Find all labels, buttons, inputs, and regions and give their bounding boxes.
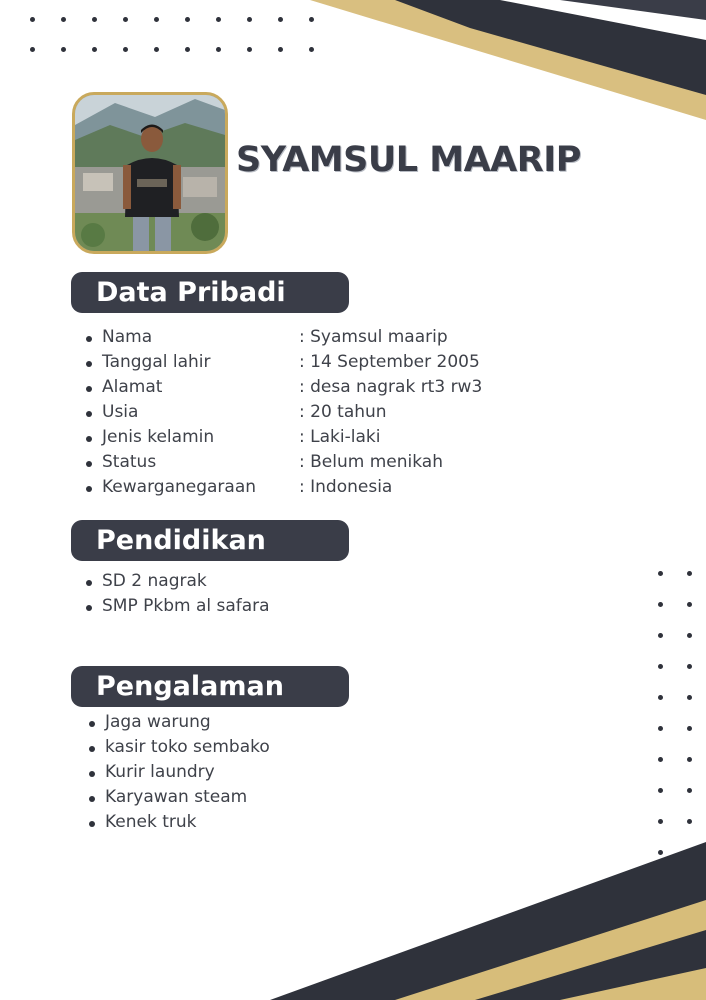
section-title-pendidikan: Pendidikan — [71, 520, 349, 561]
field-value: : desa nagrak rt3 rw3 — [299, 377, 483, 397]
personal-data-row — [86, 400, 526, 425]
portrait-illustration — [75, 95, 225, 251]
personal-data-row — [86, 425, 526, 450]
list-item: Jaga warung — [89, 710, 389, 735]
personal-data-list — [86, 325, 526, 500]
personal-data-row — [86, 350, 526, 375]
field-value: : Indonesia — [299, 477, 393, 497]
personal-data-row — [86, 450, 526, 475]
list-item: kasir toko sembako — [89, 735, 389, 760]
list-item: SD 2 nagrak — [86, 569, 386, 594]
field-value: : 14 September 2005 — [299, 352, 480, 372]
education-list — [86, 569, 386, 619]
personal-data-row — [86, 475, 526, 500]
field-value: : Belum menikah — [299, 452, 443, 472]
experience-list — [89, 710, 389, 835]
list-item: SMP Pkbm al safara — [86, 594, 386, 619]
field-value: : Laki-laki — [299, 427, 381, 447]
field-label: Usia — [102, 402, 139, 422]
list-item: Kenek truk — [89, 810, 389, 835]
field-value: : Syamsul maarip — [299, 327, 448, 347]
field-value: : 20 tahun — [299, 402, 387, 422]
field-label: Status — [102, 452, 157, 472]
personal-data-row — [86, 325, 526, 350]
list-item: Karyawan steam — [89, 785, 389, 810]
field-label: Kewarganegaraan — [102, 477, 257, 497]
field-label: Jenis kelamin — [102, 427, 215, 447]
profile-name: SYAMSUL MAARIP — [236, 140, 581, 180]
personal-data-row — [86, 375, 526, 400]
field-label: Tanggal lahir — [102, 352, 211, 372]
section-title-data-pribadi: Data Pribadi — [71, 272, 349, 313]
profile-photo — [72, 92, 228, 254]
section-title-pengalaman: Pengalaman — [71, 666, 349, 707]
field-label: Nama — [102, 327, 153, 347]
list-item: Kurir laundry — [89, 760, 389, 785]
field-label: Alamat — [102, 377, 163, 397]
